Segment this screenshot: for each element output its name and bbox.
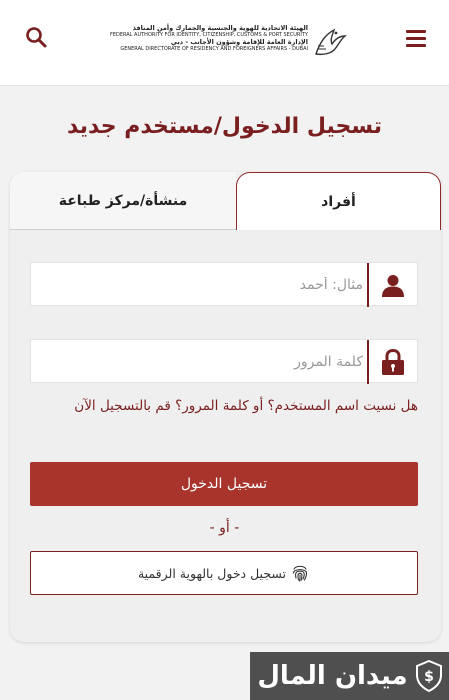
lock-icon xyxy=(367,340,417,384)
shield-dollar-icon xyxy=(416,660,442,692)
page-title: تسجيل الدخول/مستخدم جديد xyxy=(67,114,382,139)
logo-line-en-2: GENERAL DIRECTORATE OF RESIDENCY AND FOREIGNERS AFFAIRS - DUBAI xyxy=(120,46,308,52)
username-field-wrapper xyxy=(30,262,418,306)
or-separator: - أو - xyxy=(209,520,240,536)
search-icon[interactable] xyxy=(24,25,48,49)
fingerprint-icon xyxy=(290,563,310,583)
password-input[interactable] xyxy=(41,340,363,384)
hamburger-menu-icon[interactable] xyxy=(406,30,426,48)
watermark xyxy=(250,652,449,700)
username-input[interactable] xyxy=(41,263,363,307)
digital-id-login-label: تسجيل دخول بالهوية الرقمية xyxy=(137,565,287,581)
logo-line-ar-2: الإدارة العامة للإقامة وشؤون الأجانب - دبي xyxy=(170,38,308,46)
tab-bar xyxy=(10,172,441,230)
login-button[interactable]: تسجيل الدخول xyxy=(30,462,418,506)
app-header xyxy=(0,0,449,86)
watermark-text: ميدان المال xyxy=(257,661,408,691)
logo-text xyxy=(106,24,308,52)
logo-line-en-1: FEDERAL AUTHORITY FOR IDENTITY, CITIZENSHIP, CUSTOMS & PORT SECURITY xyxy=(109,32,308,38)
falcon-emblem-icon xyxy=(312,24,348,58)
logo-line-ar-1: الهيئة الاتحادية للهوية والجنسية والجمارك وأمن المنافذ xyxy=(132,24,308,32)
digital-id-login-button[interactable] xyxy=(30,551,418,595)
user-icon xyxy=(367,263,417,307)
tab-individuals[interactable]: أفراد xyxy=(236,172,441,230)
authority-logo xyxy=(106,22,348,62)
password-field-wrapper xyxy=(30,339,418,383)
forgot-credentials-link[interactable]: هل نسيت اسم المستخدم؟ أو كلمة المرور؟ قم بالتسجيل الآن xyxy=(74,398,418,414)
tab-establishment[interactable]: منشأة/مركز طباعة xyxy=(10,172,236,230)
svg-text:$: $ xyxy=(423,669,434,685)
